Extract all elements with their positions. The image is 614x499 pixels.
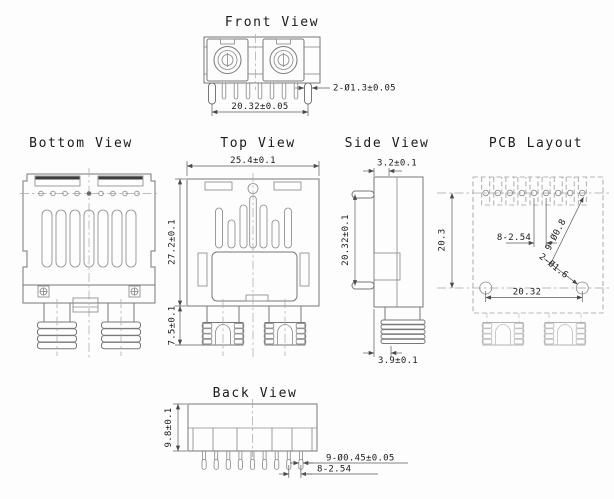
front-view — [204, 15, 396, 116]
side-body — [352, 177, 423, 307]
dim-side-pin-span — [341, 195, 355, 286]
side-barrel — [381, 307, 425, 344]
dim-label: 20.32±0.1 — [341, 214, 351, 266]
top-view-title: Top View — [220, 136, 296, 151]
leader-pcb-signal-holes — [543, 197, 584, 263]
pcb-barrels — [482, 313, 586, 345]
pcb-layout-title: PCB Layout — [488, 136, 584, 151]
side-view-title: Side View — [344, 136, 430, 151]
front-pins — [209, 83, 312, 104]
leader-pcb-mount-holes — [537, 251, 578, 284]
top-view — [168, 136, 320, 357]
dim-front-pin-span — [212, 102, 308, 116]
bottom-view-title: Bottom View — [29, 136, 133, 151]
dim-side-depth — [363, 159, 417, 177]
jack-port — [207, 39, 248, 81]
dim-label: 7.5±0.1 — [167, 305, 178, 346]
dim-top-height — [168, 179, 187, 306]
dim-label: 20.3 — [437, 228, 448, 252]
front-view-title: Front View — [224, 15, 320, 30]
top-body — [187, 173, 319, 357]
dim-label: 2-Ø1.6 — [536, 251, 570, 281]
back-view-title: Back View — [212, 386, 298, 401]
dim-back-height — [164, 404, 187, 451]
bottom-body — [20, 168, 158, 358]
jack-port — [263, 39, 304, 81]
side-view — [341, 136, 429, 366]
pcb-layout-view — [437, 136, 612, 345]
dim-label: 20.32±0.05 — [231, 102, 289, 112]
bottom-view — [20, 136, 158, 358]
dim-top-barrel — [168, 305, 205, 345]
dim-label: 8-2.54 — [317, 464, 352, 475]
dim-label: 20.32 — [512, 287, 542, 298]
back-body — [188, 399, 317, 457]
front-body — [204, 34, 320, 90]
dim-label: 25.4±0.1 — [230, 156, 276, 166]
barrel — [482, 323, 524, 346]
dim-back-pin-dia — [290, 453, 408, 464]
dim-pcb-mount-span — [486, 288, 583, 303]
dim-label: 9-Ø0.8 — [543, 217, 569, 253]
dim-label: 3.2±0.1 — [376, 158, 418, 169]
dim-label: 9.8±0.1 — [164, 407, 174, 448]
dim-side-barrel-offset — [363, 309, 418, 366]
dim-label: 3.9±0.1 — [377, 356, 419, 366]
dim-label: 2-Ø1.3±0.05 — [333, 83, 396, 94]
barrel — [544, 323, 586, 346]
bottom-pin-holes — [39, 191, 140, 196]
back-view — [164, 386, 408, 478]
dim-pcb-row-span — [438, 193, 453, 288]
dim-back-pitch — [279, 465, 378, 479]
dim-label: 9-Ø0.45±0.05 — [326, 453, 395, 464]
dim-label: 8-2.54 — [496, 233, 532, 243]
top-barrels — [202, 299, 306, 356]
leader-front-mount-pin-dia — [295, 83, 396, 94]
dim-label: 27.2±0.1 — [167, 219, 178, 265]
